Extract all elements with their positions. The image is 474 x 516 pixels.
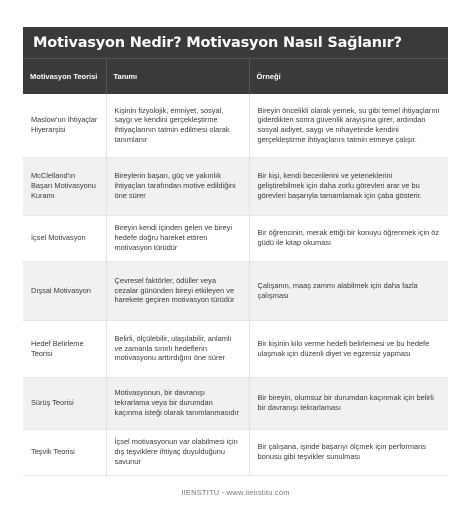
theory-example: Bir kişinin kilo verme hedefi belirlemesi ve bu hedefe ulaşmak için düzenli diyet ve egzersiz yapması (249, 320, 448, 377)
table-row (23, 157, 448, 215)
theory-example: Bir kişi, kendi becerilerini ve yeteneklerini geliştirebilmek için daha zorlu görevleri arar ve bu görevleri başarıyla tamamlamak için çaba gösterir. (249, 157, 448, 215)
content-table-card (23, 27, 448, 497)
theory-example: Bireyin öncelikli olarak yemek, su gibi temel ihtiyaçlarını giderdikten sonra güvenlik arayışına girer, ardından sosyal aidiyet, saygı ve nihayetinde kendini gerçekleştirme ihtiyaçlarını tatmin etmeye çalışır. (249, 94, 448, 157)
table-row (23, 94, 448, 157)
theory-definition: Çevresel faktörler, ödüller veya cezalar gününden bireyi etkileyen ve harekete geçiren motivasyon türüdür (106, 261, 249, 320)
theory-example: Çalışanın, maaş zammı alabilmek için daha fazla çalışması (249, 261, 448, 320)
table-row (23, 261, 448, 320)
table-row (23, 320, 448, 377)
table-row (23, 377, 448, 429)
header-example: Örneği (249, 59, 448, 95)
theory-definition: Belirli, ölçülebilir, ulaşılabilir, anlamlı ve zamanla sınırlı hedeflerin motivasyonu arttırdığını öne sürer (106, 320, 249, 377)
theory-definition: Bireyin kendi içinden gelen ve bireyi hedefe doğru hareket ettiren motivasyon türüdür (106, 215, 249, 261)
theory-example: Bir çalışana, işinde başarıyı ölçmek için performans bonusu gibi teşvikler sunulması (249, 429, 448, 475)
page-title: Motivasyon Nedir? Motivasyon Nasıl Sağlanır? (23, 27, 448, 58)
theory-definition: Bireylerin başarı, güç ve yakınlık ihtiyaçları tarafından motive edildiğini öne sürer (106, 157, 249, 215)
header-theory: Motivasyon Teorisi (23, 59, 106, 95)
theory-table (23, 58, 448, 476)
table-header-row (23, 59, 448, 95)
theory-name: Teşvik Teorisi (31, 447, 75, 457)
theory-definition: İçsel motivasyonun var olabilmesi için dış teşviklere ihtiyaç duyulduğunu savunur (106, 429, 249, 475)
table-row (23, 215, 448, 261)
table-row (23, 429, 448, 475)
theory-example: Bir öğrencinin, merak ettiği bir konuyu öğrenmek için öz güdü ile kitap okuması (249, 215, 448, 261)
theory-name: McClelland'ın Başarı Motivasyonu Kuramı (31, 171, 96, 200)
theory-example: Bir bireyin, olumsuz bir durumdan kaçınmak için belirli bir davranışı tekrarlaması (249, 377, 448, 429)
theory-name: Dışsal Motivasyon (31, 285, 91, 295)
theory-name: Hedef Belirleme Teorisi (31, 338, 84, 358)
theory-name: İçsel Motivasyon (31, 233, 86, 243)
footer-credit: IIENSTITU - www.iienstitu.com (181, 487, 290, 497)
header-definition: Tanımı (106, 59, 249, 95)
theory-name: Sürüş Teorisi (31, 398, 74, 408)
theory-definition: Motivasyonun, bir davranışı tekrarlama veya bir durumdan kaçınma isteği olarak tanımlanmasıdır (106, 377, 249, 429)
theory-name: Maslow'un İhtiyaçlar Hiyerarşisi (31, 115, 98, 135)
theory-definition: Kişinin fizyolojik, emniyet, sosyal, saygı ve kendini gerçekleştirme ihtiyaçlarının tatmin edilmesi olarak tanımlanır (106, 94, 249, 157)
